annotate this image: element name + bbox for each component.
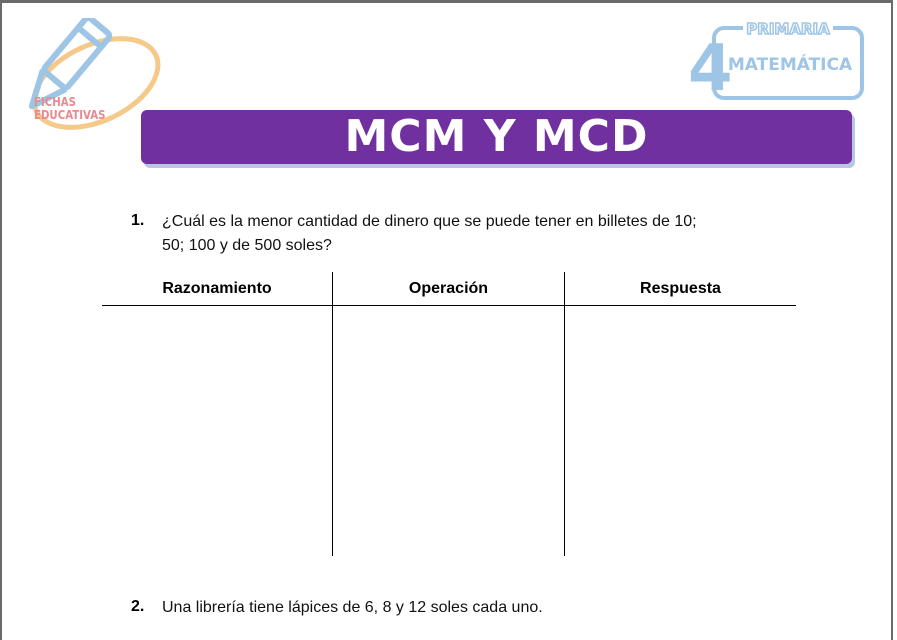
header-operacion: Operación — [408, 280, 489, 297]
question-text — [162, 596, 543, 620]
logo-line-2: EDUCATIVAS — [34, 108, 106, 122]
level-text: PRIMARIA — [746, 20, 830, 38]
header-respuesta: Respuesta — [640, 280, 721, 297]
question-line: Una librería tiene lápices de 6, 8 y 12 soles cada uno. — [162, 599, 543, 616]
title-banner — [141, 110, 852, 164]
column-divider — [332, 272, 333, 556]
table-divider — [102, 305, 796, 306]
subject-text: MATEMÁTICA — [727, 55, 853, 75]
column-divider — [564, 272, 565, 556]
question-line: 50; 100 y de 500 soles? — [162, 237, 332, 254]
question-text — [162, 210, 697, 258]
logo-text — [34, 96, 106, 122]
question-line: ¿Cuál es la menor cantidad de dinero que se puede tener en billetes de 10; — [162, 213, 697, 230]
question-number: 1. — [131, 212, 145, 229]
question-number: 2. — [131, 598, 145, 615]
grade-number: 4 — [688, 32, 733, 104]
page-title: MCM Y MCD — [344, 111, 649, 162]
logo-line-1: FICHAS — [34, 95, 77, 109]
header-razonamiento: Razonamiento — [162, 280, 272, 297]
